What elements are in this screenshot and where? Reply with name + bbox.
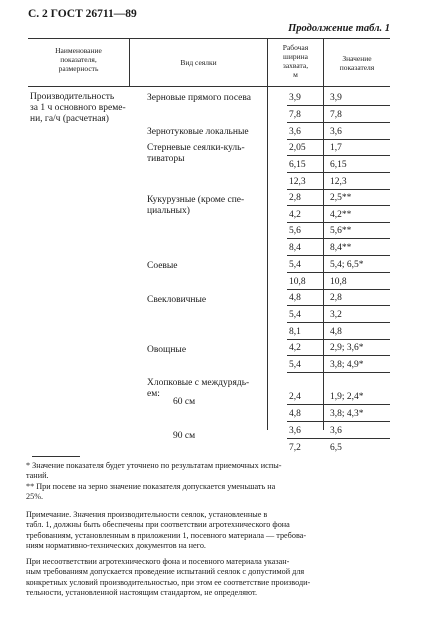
note-primechanie: Примечание. Значения производительности сеялок, установленные в табл. 1, должны быть обеспечены при соответствии агротехнического фона требованиям, установленным в приложении 1, посевного материала — требова- ниям нормативно-технических документов на него. bbox=[26, 510, 307, 551]
width-cell: 3,6 bbox=[289, 127, 301, 137]
value-cell: 4,2** bbox=[330, 210, 352, 220]
row-sep bbox=[287, 272, 390, 273]
footnote-double-star: ** При посеве на зерно значение показателя допускается уменьшать на 25%. bbox=[26, 482, 276, 502]
width-cell: 7,8 bbox=[289, 110, 301, 120]
row-sep bbox=[287, 255, 390, 256]
width-cell: 12,3 bbox=[289, 177, 306, 187]
kind-cotton: Хлопковые с междурядь- ем: bbox=[147, 378, 250, 399]
width-cell: 5,4 bbox=[289, 260, 301, 270]
footnote-separator bbox=[32, 456, 80, 457]
row-sep bbox=[287, 222, 390, 223]
value-cell: 3,8; 4,3* bbox=[330, 409, 364, 419]
value-cell: 1,7 bbox=[330, 143, 342, 153]
value-cell: 7,8 bbox=[330, 110, 342, 120]
page-header: С. 2 ГОСТ 26711—89 bbox=[28, 8, 137, 20]
row-sep bbox=[287, 122, 390, 123]
row-sep bbox=[287, 322, 390, 323]
parameter-name: Производительность за 1 ч основного време- ни, га/ч (расчетная) bbox=[30, 92, 126, 124]
row-sep bbox=[287, 189, 390, 190]
width-cell: 10,8 bbox=[289, 277, 306, 287]
width-cell: 5,6 bbox=[289, 226, 301, 236]
width-cell: 3,6 bbox=[289, 426, 301, 436]
row-sep bbox=[287, 289, 390, 290]
value-cell: 2,8 bbox=[330, 293, 342, 303]
value-cell: 3,6 bbox=[330, 426, 342, 436]
width-cell: 2,4 bbox=[289, 392, 301, 402]
width-cell: 4,8 bbox=[289, 293, 301, 303]
kind-cotton-90: 90 см bbox=[173, 431, 196, 441]
header-width: Рабочая ширина захвата, м bbox=[282, 43, 309, 79]
value-cell: 3,8; 4,9* bbox=[330, 360, 364, 370]
kind-grain-fertilizer-local: Зернотуковые локальные bbox=[147, 127, 249, 137]
footnote-single-star: * Значение показателя будет уточнено по результатам приемочных испы- таний. bbox=[26, 461, 282, 481]
row-sep bbox=[287, 205, 390, 206]
width-cell: 4,2 bbox=[289, 343, 301, 353]
width-cell: 8,4 bbox=[289, 243, 301, 253]
value-cell: 4,8 bbox=[330, 327, 342, 337]
value-cell: 6,15 bbox=[330, 160, 347, 170]
kind-grain-direct: Зерновые прямого посева bbox=[147, 93, 251, 103]
value-cell: 12,3 bbox=[330, 177, 347, 187]
width-cell: 7,2 bbox=[289, 443, 301, 453]
value-cell: 1,9; 2,4* bbox=[330, 392, 364, 402]
kind-soybean: Соевые bbox=[147, 261, 178, 271]
kind-vegetable: Овощные bbox=[147, 345, 187, 355]
value-cell: 3,9 bbox=[330, 93, 342, 103]
width-cell: 2,8 bbox=[289, 193, 301, 203]
width-cell: 5,4 bbox=[289, 310, 301, 320]
width-cell: 4,8 bbox=[289, 409, 301, 419]
row-sep bbox=[287, 421, 390, 422]
value-cell: 2,9; 3,6* bbox=[330, 343, 364, 353]
value-cell: 5,6** bbox=[330, 226, 352, 236]
value-cell: 8,4** bbox=[330, 243, 352, 253]
width-cell: 6,15 bbox=[289, 160, 306, 170]
width-cell: 4,2 bbox=[289, 210, 301, 220]
value-cell: 2,5** bbox=[330, 193, 352, 203]
row-sep bbox=[287, 155, 390, 156]
width-cell: 8,1 bbox=[289, 327, 301, 337]
width-cell: 3,9 bbox=[289, 93, 301, 103]
header-kind: Вид сеялки bbox=[180, 58, 217, 67]
column-divider-2 bbox=[267, 38, 268, 430]
header-value: Значение показателя bbox=[339, 54, 375, 72]
row-sep bbox=[287, 404, 390, 405]
row-sep bbox=[287, 305, 390, 306]
kind-cotton-60: 60 см bbox=[173, 397, 196, 407]
width-cell: 5,4 bbox=[289, 360, 301, 370]
row-sep bbox=[287, 355, 390, 356]
value-cell: 5,4; 6,5* bbox=[330, 260, 364, 270]
width-cell: 2,05 bbox=[289, 143, 306, 153]
kind-stubble-cultivators: Стерневые сеялки-куль- тиваторы bbox=[147, 143, 245, 164]
table-top-rule bbox=[28, 38, 390, 39]
value-cell: 6,5 bbox=[330, 443, 342, 453]
row-sep bbox=[287, 339, 390, 340]
row-sep bbox=[287, 105, 390, 106]
header-param: Наименование показателя, размерность bbox=[55, 46, 102, 73]
row-sep bbox=[287, 438, 390, 439]
kind-sugar-beet: Свекловичные bbox=[147, 295, 207, 305]
row-sep bbox=[287, 238, 390, 239]
value-cell: 3,2 bbox=[330, 310, 342, 320]
kind-corn: Кукурузные (кроме спе- циальных) bbox=[147, 195, 245, 216]
value-cell: 3,6 bbox=[330, 127, 342, 137]
note-nesootvetstvie: При несоответствии агротехнического фона и посевного материала указан- ным требованиям допускается проведение испытаний сеялок с допустимой для конкретных условий производительностью, при этом ее соответствие производи- тельности, установленной настоящим стандартом, не определяют. bbox=[26, 557, 311, 598]
value-cell: 10,8 bbox=[330, 277, 347, 287]
table-continuation-label: Продолжение табл. 1 bbox=[288, 23, 390, 34]
row-sep bbox=[287, 372, 390, 373]
row-sep bbox=[287, 139, 390, 140]
row-sep bbox=[287, 172, 390, 173]
table-header-rule bbox=[28, 86, 390, 87]
